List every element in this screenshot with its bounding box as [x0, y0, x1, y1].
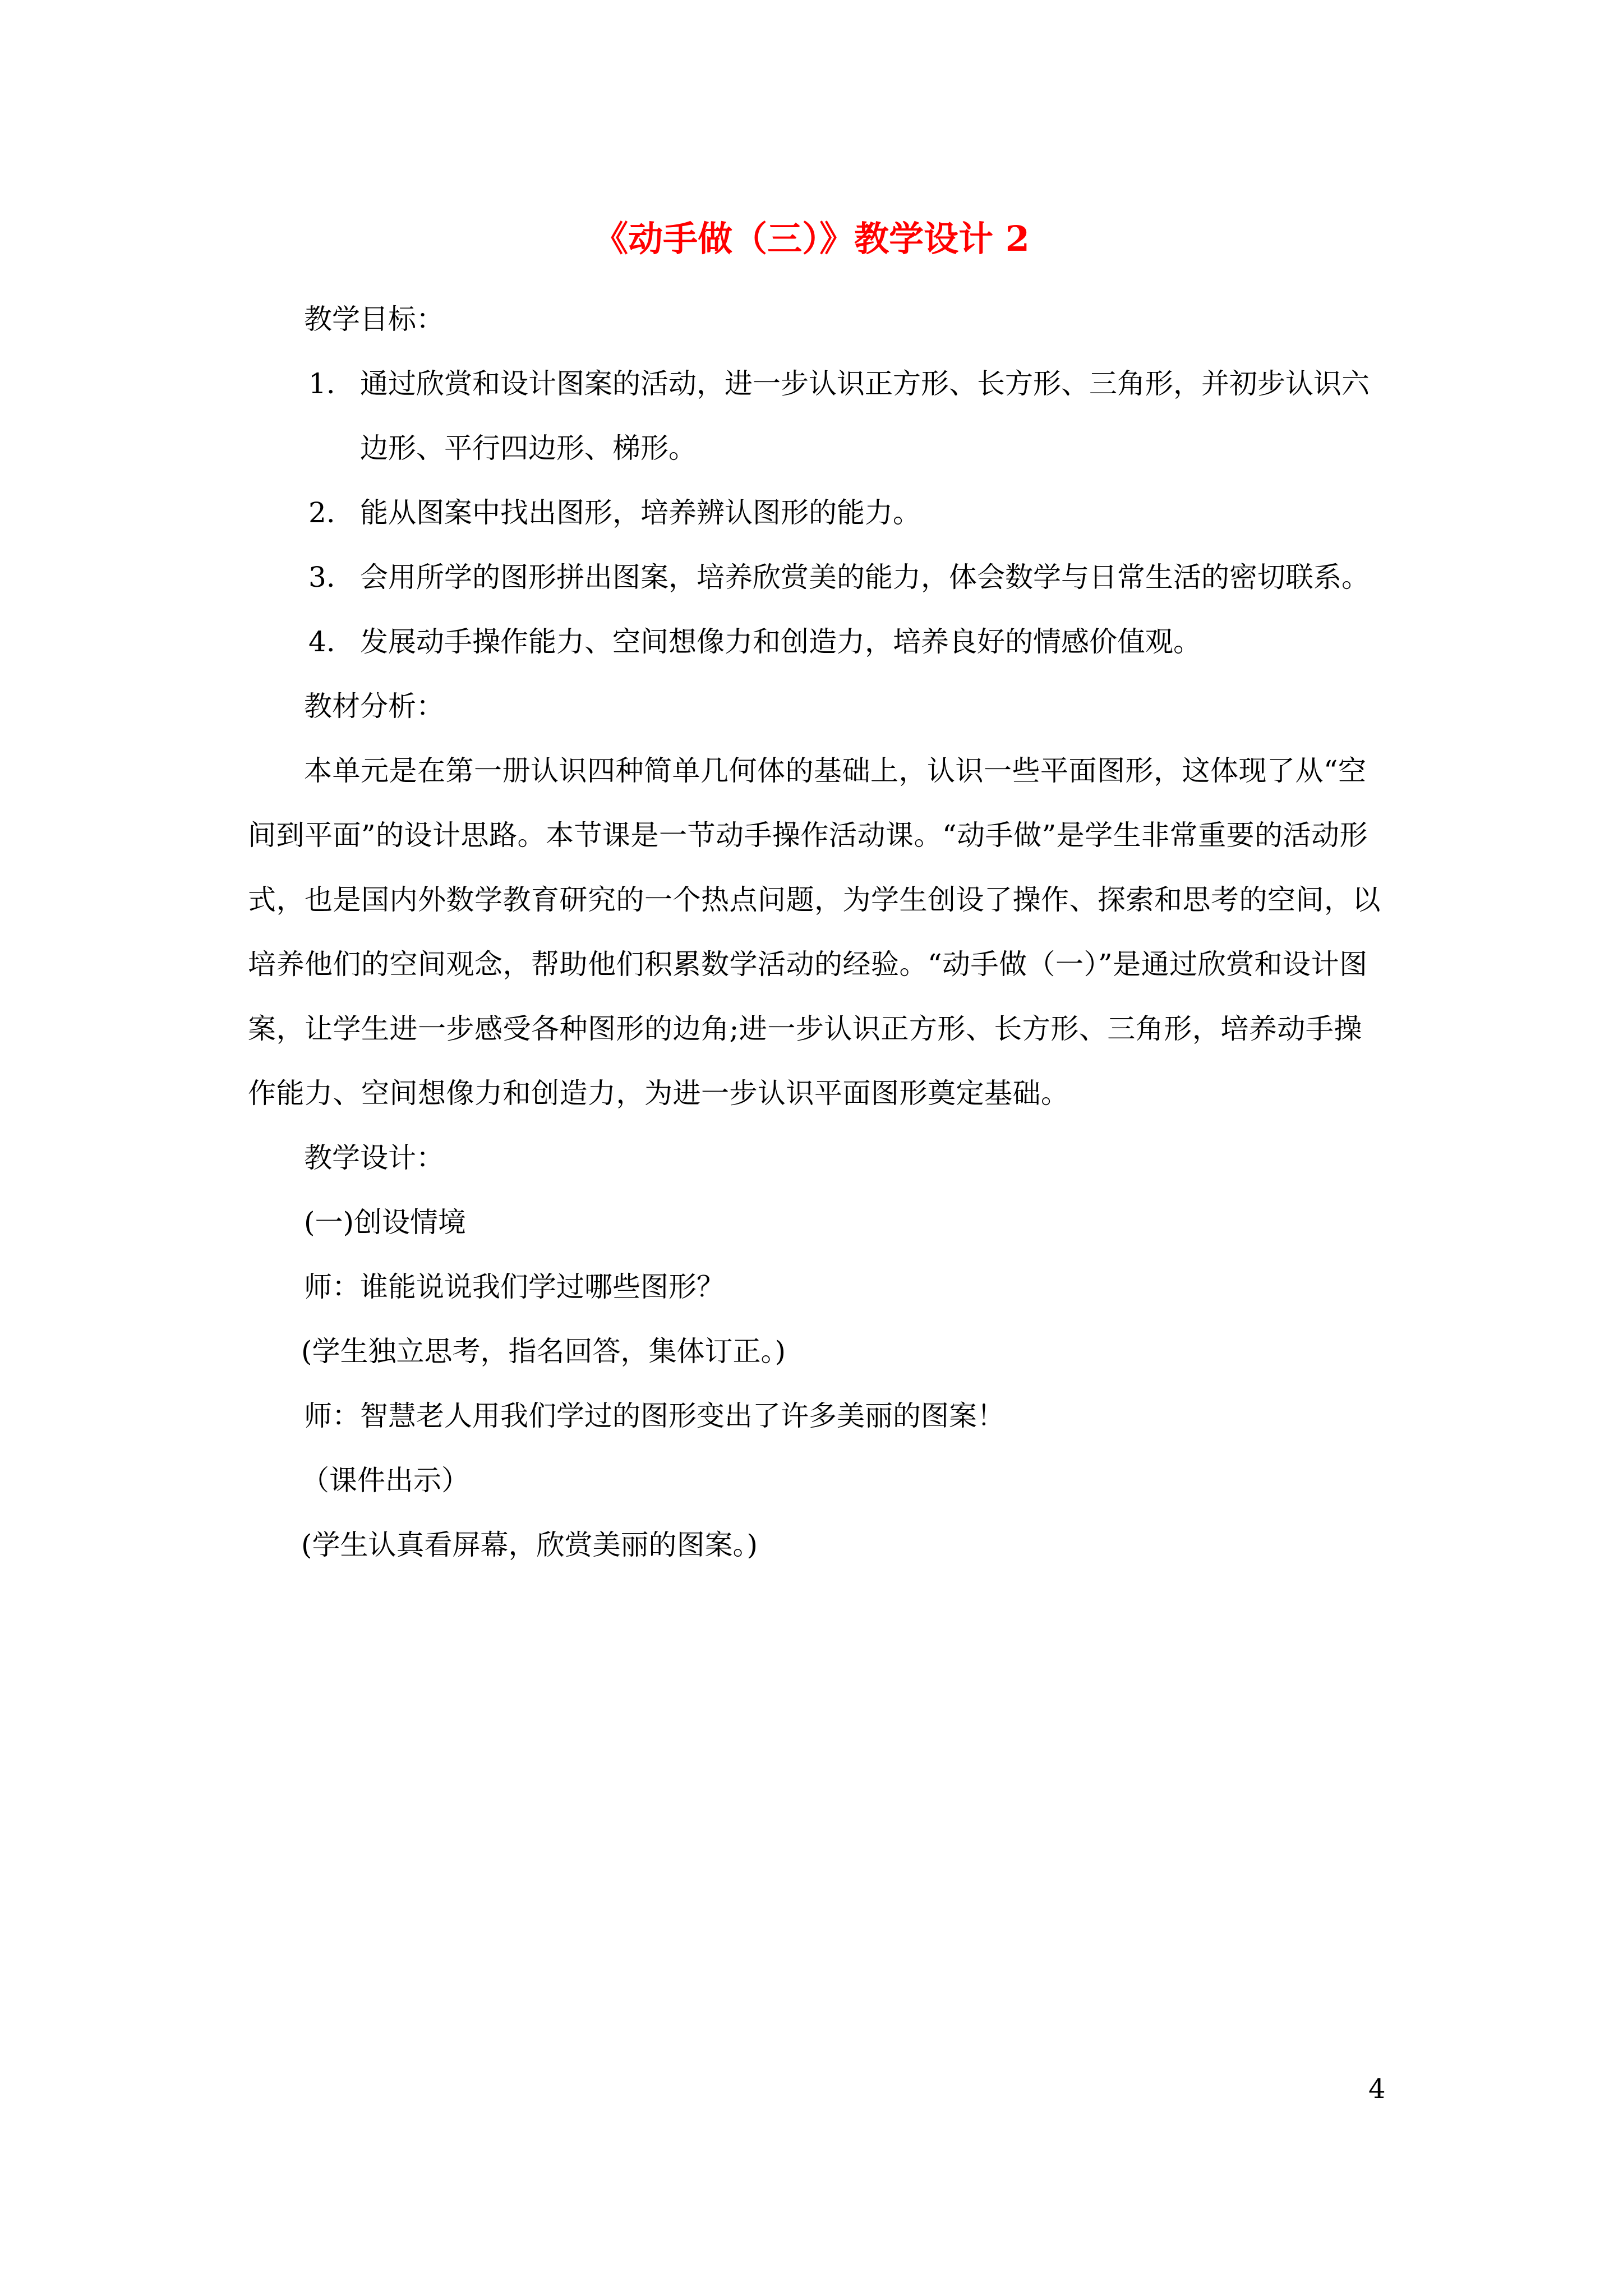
objective-text: 会用所学的图形拼出图案，培养欣赏美的能力，体会数学与日常生活的密切联系。 — [360, 561, 1370, 593]
design-line-5: （课件出示） — [301, 1464, 469, 1497]
objective-item-2 — [248, 481, 1386, 545]
objective-item-3 — [248, 545, 1386, 610]
objective-text: 通过欣赏和设计图案的活动，进一步认识正方形、长方形、三角形，并初步认识六边形、平行四边形、梯形。 — [360, 367, 1370, 464]
objective-number: 1. — [308, 367, 335, 400]
objective-number: 3. — [308, 561, 335, 593]
document-body — [248, 287, 1386, 1577]
objective-item-4 — [248, 610, 1386, 674]
design-heading: 教学设计： — [304, 1142, 444, 1174]
objectives-heading: 教学目标： — [304, 303, 444, 335]
objective-number: 2. — [308, 496, 335, 529]
analysis-paragraph: 本单元是在第一册认识四种简单几何体的基础上，认识一些平面图形，这体现了从“空间到平面”的设计思路。本节课是一节动手操作活动课。“动手做”是学生非常重要的活动形式，也是国内外数学教育研究的一个热点问题，为学生创设了操作、探索和思考的空间，以培养他们的空间观念，帮助他们积累数学活动的经验。“动手做（一）”是通过欣赏和设计图案，让学生进一步感受各种图形的边角;进一步认识正方形、长方形、三角形，培养动手操作能力、空间想像力和创造力，为进一步认识平面图形奠定基础。 — [248, 754, 1381, 1110]
analysis-heading: 教材分析： — [304, 690, 444, 723]
design-line-6: (学生认真看屏幕，欣赏美丽的图案。) — [301, 1529, 758, 1561]
design-line-2: 师：谁能说说我们学过哪些图形？ — [304, 1271, 725, 1303]
design-line-3: (学生独立思考，指名回答，集体订正。) — [301, 1335, 786, 1368]
objective-item-1 — [248, 352, 1386, 481]
design-line-4: 师：智慧老人用我们学过的图形变出了许多美丽的图案！ — [304, 1400, 1005, 1432]
objective-number: 4. — [308, 625, 335, 658]
design-line-1: (一)创设情境 — [304, 1206, 467, 1239]
page-number: 4 — [1368, 2073, 1386, 2105]
document-title: 《动手做（三）》教学设计 2 — [593, 218, 1030, 259]
objective-text: 发展动手操作能力、空间想像力和创造力，培养良好的情感价值观。 — [360, 625, 1201, 658]
objective-text: 能从图案中找出图形，培养辨认图形的能力。 — [360, 496, 921, 529]
